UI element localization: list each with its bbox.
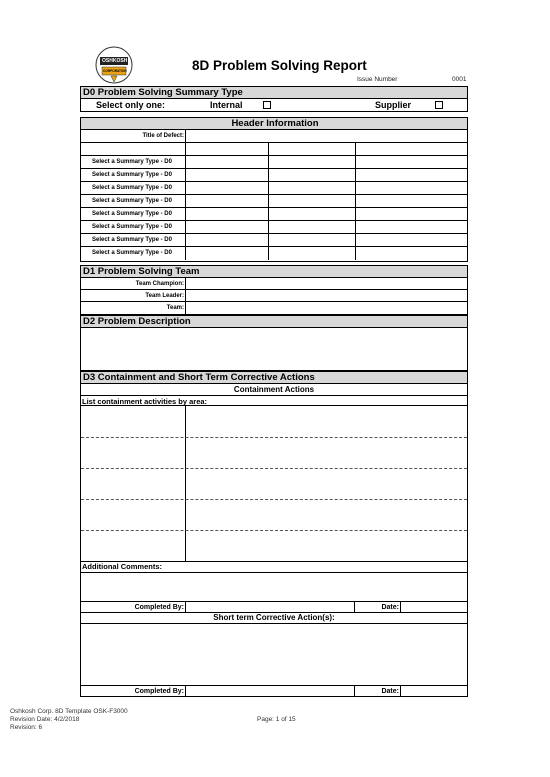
page-number: Page: 1 of 15 (257, 716, 296, 723)
additional-comments-input[interactable] (81, 572, 467, 602)
summary-type-select[interactable]: Select a Summary Type - D0 (92, 159, 172, 165)
page-title: 8D Problem Solving Report (192, 58, 367, 73)
d3-title: D3 Containment and Short Term Corrective Actions (81, 372, 467, 384)
summary-type-select[interactable]: Select a Summary Type - D0 (92, 224, 172, 230)
team-input[interactable] (186, 302, 467, 314)
d0-title: D0 Problem Solving Summary Type (81, 87, 467, 99)
team-champion-label: Team Champion: (135, 281, 184, 287)
team-label: Team: (166, 305, 184, 311)
d1-title: D1 Problem Solving Team (81, 266, 467, 278)
containment-activity-input[interactable] (186, 406, 467, 562)
additional-comments-label: Additional Comments: (82, 562, 162, 571)
summary-type-row (81, 247, 467, 260)
company-logo (93, 45, 135, 85)
completed-by-input-1[interactable] (186, 602, 354, 612)
logo-text: OSHKOSH (102, 58, 128, 64)
footer-template: Oshkosh Corp. 8D Template OSK-F3000 (10, 708, 128, 715)
completed-by-input-2[interactable] (186, 686, 354, 697)
completed-by-label-1: Completed By: (134, 604, 184, 611)
title-of-defect-label: Title of Defect: (142, 133, 184, 139)
containment-activities-grid (81, 406, 467, 562)
d3-section (80, 371, 468, 697)
team-row (81, 302, 467, 314)
completed-by-row-1 (81, 602, 467, 613)
summary-type-select[interactable]: Select a Summary Type - D0 (92, 185, 172, 191)
issue-number-label: Issue Number (357, 76, 398, 83)
summary-type-row (81, 221, 467, 234)
footer-revision: Revision: 6 (10, 724, 43, 731)
summary-type-row (81, 234, 467, 247)
title-of-defect-input[interactable] (186, 130, 467, 142)
summary-type-select[interactable]: Select a Summary Type - D0 (92, 250, 172, 256)
problem-description-input[interactable] (81, 328, 467, 370)
short-term-corrective-input[interactable] (81, 624, 467, 686)
team-champion-input[interactable] (186, 278, 467, 289)
summary-type-select[interactable]: Select a Summary Type - D0 (92, 237, 172, 243)
select-only-one-label: Select only one: (96, 100, 166, 110)
team-leader-label: Team Leader: (145, 293, 184, 299)
containment-area-input[interactable] (81, 406, 185, 562)
summary-type-row (81, 182, 467, 195)
completed-by-row-2 (81, 686, 467, 697)
completed-by-label-2: Completed By: (134, 688, 184, 695)
internal-checkbox[interactable] (263, 101, 271, 109)
blank-row (81, 143, 467, 156)
d2-section (80, 315, 468, 371)
date-input-2[interactable] (401, 686, 467, 697)
summary-type-row (81, 195, 467, 208)
supplier-label: Supplier (375, 100, 412, 110)
summary-type-select[interactable]: Select a Summary Type - D0 (92, 211, 172, 217)
short-term-corrective-title: Short term Corrective Action(s): (81, 613, 467, 624)
header-information-title: Header Information (81, 118, 467, 130)
summary-type-rows (81, 156, 467, 260)
logo-subtext: CORPORATION (103, 69, 127, 73)
title-of-defect-row (81, 130, 467, 143)
summary-type-row (81, 169, 467, 182)
date-label-2: Date: (381, 688, 399, 695)
summary-type-row (81, 208, 467, 221)
footer-revision-date: Revision Date: 4/2/2018 (10, 716, 80, 723)
date-label-1: Date: (381, 604, 399, 611)
footer-info (10, 708, 128, 732)
internal-label: Internal (210, 100, 243, 110)
d1-section (80, 265, 468, 315)
containment-actions-title: Containment Actions (233, 385, 315, 394)
summary-type-select[interactable]: Select a Summary Type - D0 (92, 198, 172, 204)
summary-type-row (81, 156, 467, 169)
summary-type-select[interactable]: Select a Summary Type - D0 (92, 172, 172, 178)
d2-title: D2 Problem Description (81, 316, 467, 328)
d0-section (80, 86, 468, 112)
issue-number-value: 0001 (452, 76, 467, 83)
list-containment-label: List containment activities by area: (81, 395, 467, 406)
date-input-1[interactable] (401, 602, 467, 612)
header-information-section (80, 117, 468, 262)
team-champion-row (81, 278, 467, 290)
supplier-checkbox[interactable] (435, 101, 443, 109)
team-leader-input[interactable] (186, 290, 467, 301)
team-leader-row (81, 290, 467, 302)
